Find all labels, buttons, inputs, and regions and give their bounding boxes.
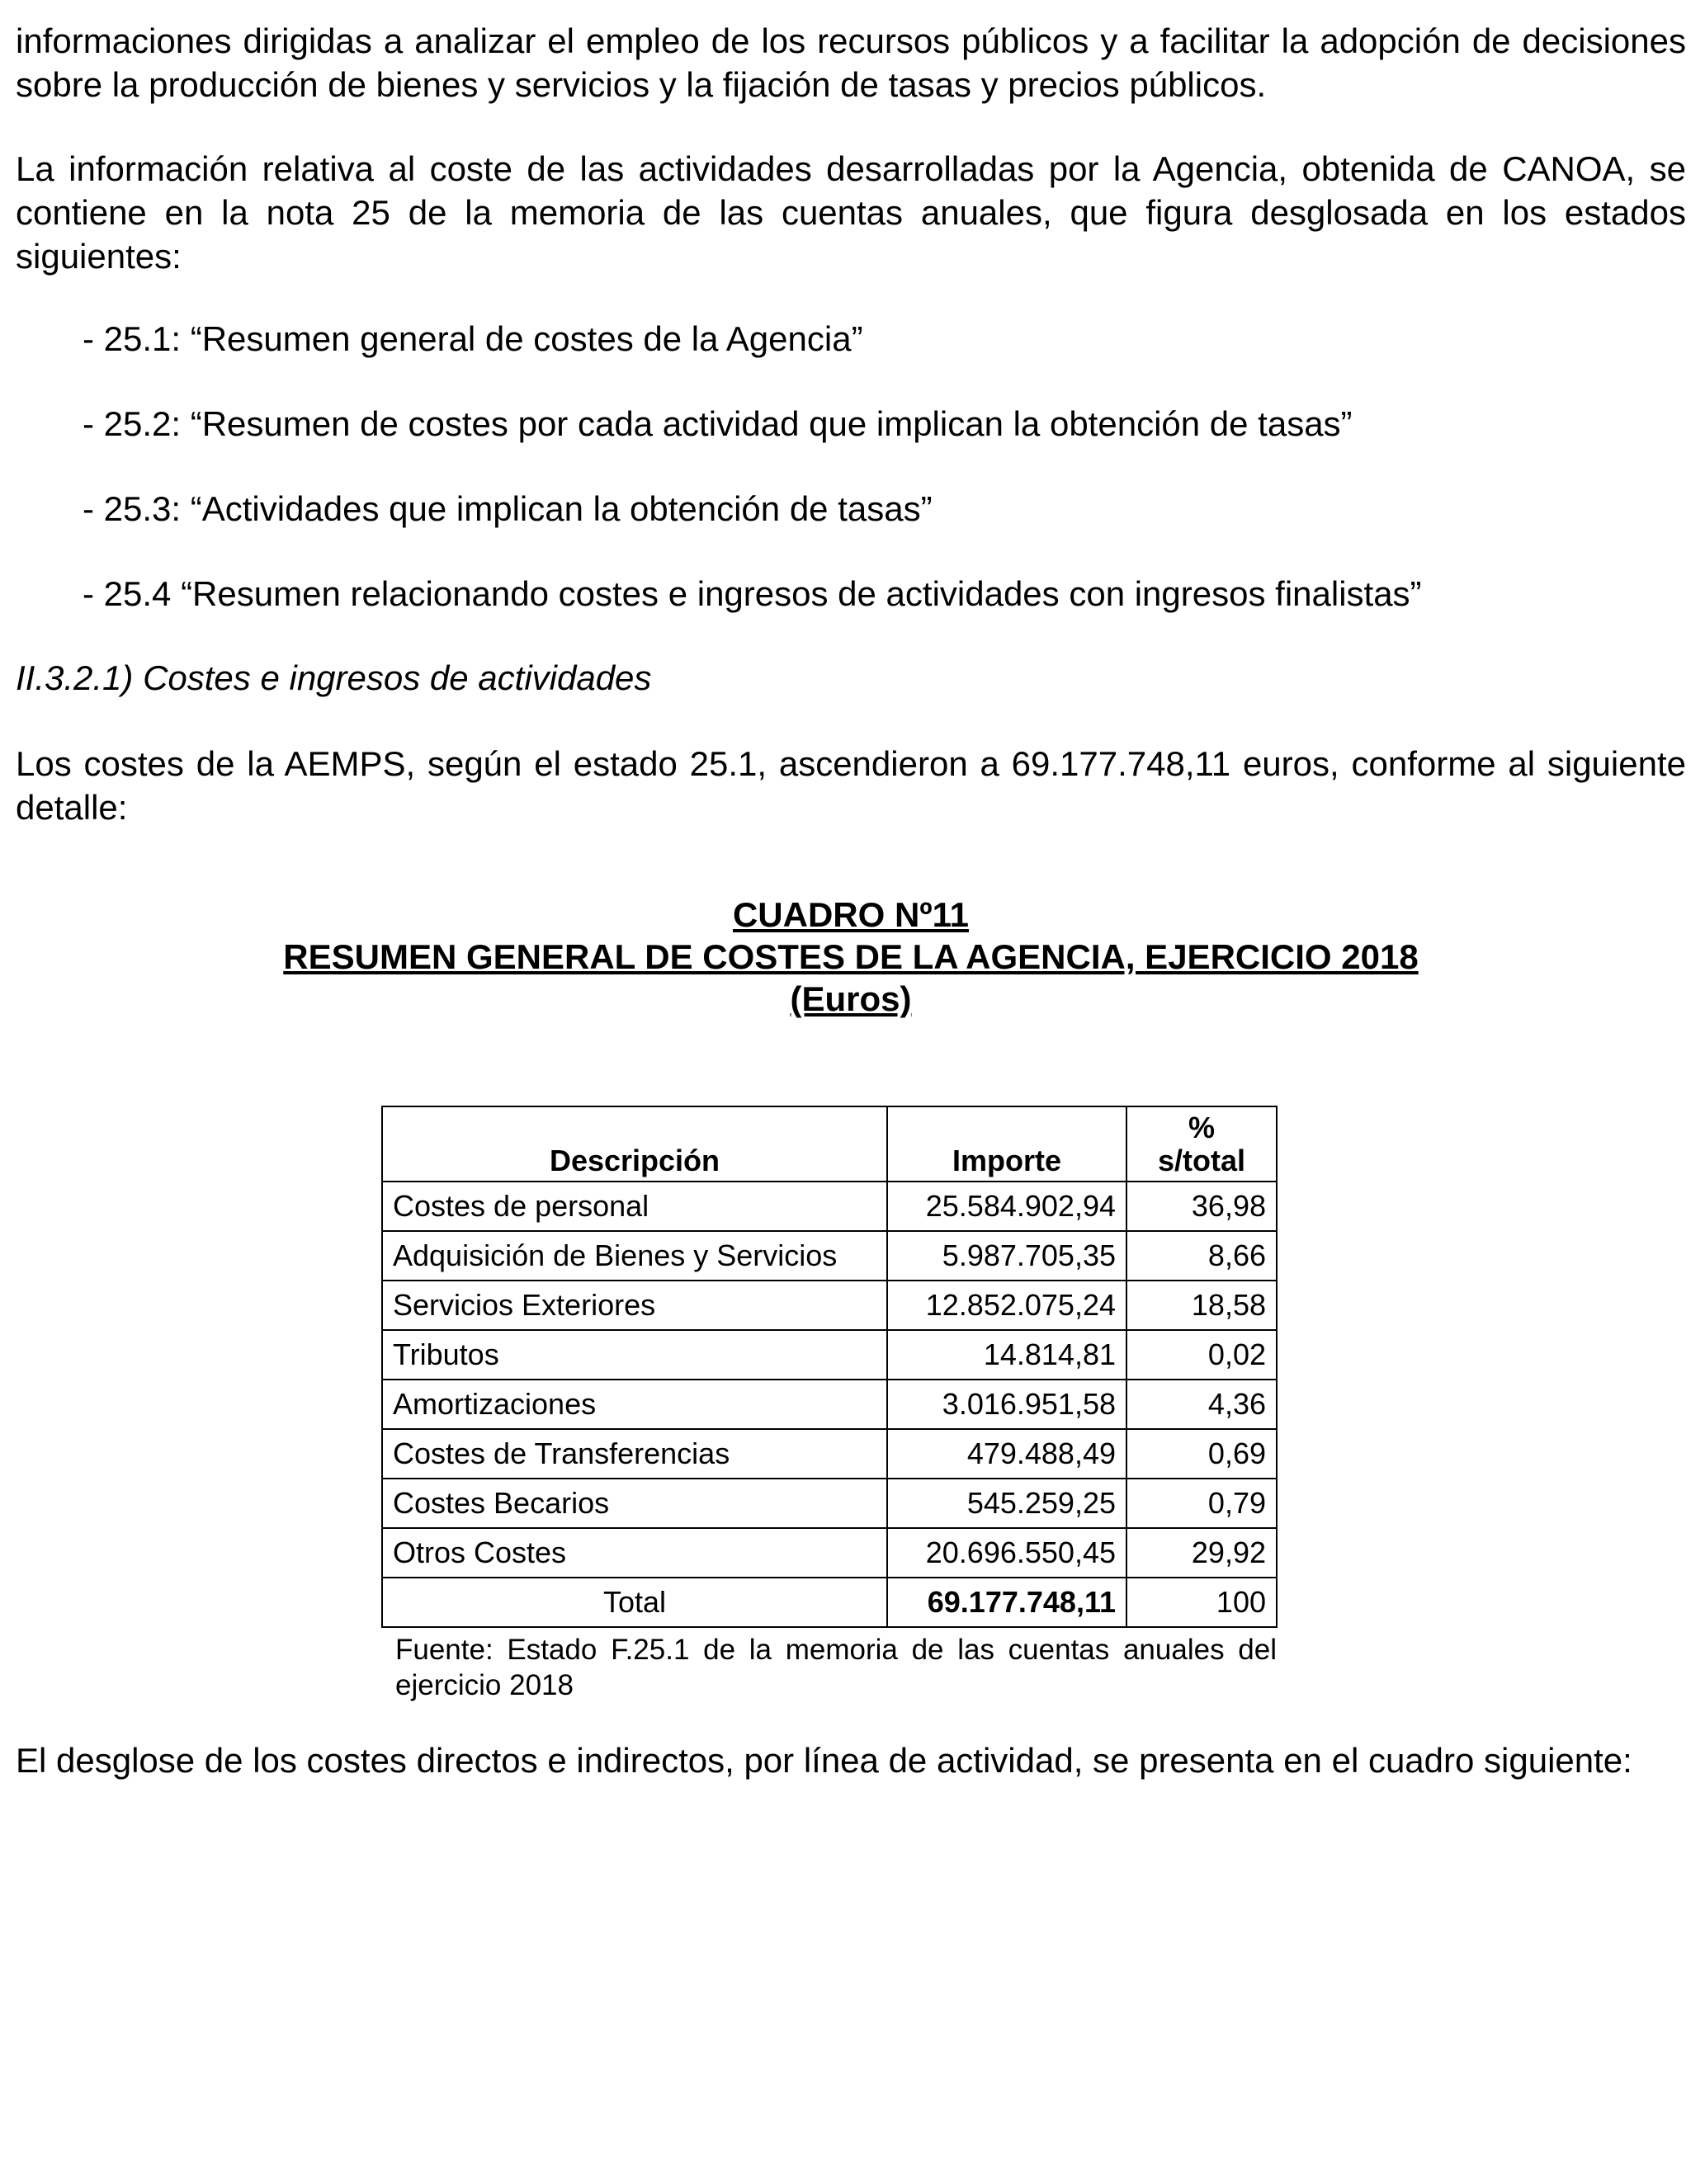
cuadro-title: RESUMEN GENERAL DE COSTES DE LA AGENCIA, EJERCICIO 2018: [283, 937, 1419, 976]
table-source-note: Fuente: Estado F.25.1 de la memoria de las cuentas anuales del ejercicio 2018: [395, 1634, 1277, 1701]
paragraph-desglose: El desglose de los costes directos e indirectos, por línea de actividad, se presenta en el cuadro siguiente:: [16, 1741, 1632, 1780]
table-row: [382, 1479, 1277, 1528]
table-row: [382, 1330, 1277, 1380]
table-row: [382, 1281, 1277, 1330]
table-header-row: [382, 1106, 1277, 1182]
paragraph-costes: Los costes de la AEMPS, según el estado 25.1, ascendieron a 69.177.748,11 euros, conforme al siguiente detalle:: [16, 744, 1686, 827]
cell-descripcion: Tributos: [382, 1330, 887, 1380]
cell-descripcion: Servicios Exteriores: [382, 1281, 887, 1330]
table-total-row: [382, 1578, 1277, 1627]
list-item: - 25.3: “Actividades que implican la obtención de tasas”: [83, 489, 933, 528]
table-row: [382, 1528, 1277, 1578]
table-row: [382, 1231, 1277, 1281]
header-importe: Importe: [887, 1106, 1126, 1182]
cuadro-unit: (Euros): [790, 979, 912, 1018]
cell-importe: 25.584.902,94: [887, 1182, 1126, 1231]
cell-descripcion: Otros Costes: [382, 1528, 887, 1578]
header-pct-line1: %: [1188, 1111, 1215, 1144]
cell-pct: 0,79: [1126, 1479, 1277, 1528]
cell-pct: 36,98: [1126, 1182, 1277, 1231]
header-pct-line2: s/total: [1157, 1144, 1245, 1177]
cell-pct: 0,69: [1126, 1429, 1277, 1479]
cell-importe: 12.852.075,24: [887, 1281, 1126, 1330]
cell-pct: 8,66: [1126, 1231, 1277, 1281]
table-row: [382, 1429, 1277, 1479]
table-row: [382, 1182, 1277, 1231]
cell-importe: 20.696.550,45: [887, 1528, 1126, 1578]
estados-list: [83, 317, 1686, 657]
total-pct: 100: [1126, 1578, 1277, 1627]
cuadro-number: CUADRO Nº11: [732, 895, 970, 934]
cell-importe: 14.814,81: [887, 1330, 1126, 1380]
list-item: - 25.4 “Resumen relacionando costes e ingresos de actividades con ingresos finalistas”: [83, 574, 1422, 613]
cell-importe: 479.488,49: [887, 1429, 1126, 1479]
list-item: - 25.1: “Resumen general de costes de la Agencia”: [83, 319, 863, 358]
table-caption: [16, 894, 1686, 1020]
cell-descripcion: Costes de Transferencias: [382, 1429, 887, 1479]
cell-importe: 3.016.951,58: [887, 1380, 1126, 1429]
cell-pct: 4,36: [1126, 1380, 1277, 1429]
list-item: - 25.2: “Resumen de costes por cada actividad que implican la obtención de tasas”: [83, 404, 1353, 443]
cell-pct: 0,02: [1126, 1330, 1277, 1380]
costs-table: [381, 1106, 1278, 1628]
total-importe: 69.177.748,11: [887, 1578, 1126, 1627]
cell-descripcion: Costes Becarios: [382, 1479, 887, 1528]
table-row: [382, 1380, 1277, 1429]
cell-pct: 18,58: [1126, 1281, 1277, 1330]
cell-descripcion: Costes de personal: [382, 1182, 887, 1231]
paragraph-canoa: La información relativa al coste de las actividades desarrolladas por la Agencia, obtenida de CANOA, se contiene en la nota 25 de la memoria de las cuentas anuales, que figura desglosada en los estados siguientes:: [16, 149, 1686, 276]
cell-descripcion: Adquisición de Bienes y Servicios: [382, 1231, 887, 1281]
section-subheading: II.3.2.1) Costes e ingresos de actividades: [16, 658, 652, 697]
header-descripcion: Descripción: [382, 1106, 887, 1182]
cell-importe: 5.987.705,35: [887, 1231, 1126, 1281]
header-pct: [1126, 1106, 1277, 1182]
cell-importe: 545.259,25: [887, 1479, 1126, 1528]
cell-pct: 29,92: [1126, 1528, 1277, 1578]
paragraph-intro: informaciones dirigidas a analizar el empleo de los recursos públicos y a facilitar la adopción de decisiones sobre la producción de bienes y servicios y la fijación de tasas y precios públicos.: [16, 21, 1686, 104]
total-label: Total: [382, 1578, 887, 1627]
cell-descripcion: Amortizaciones: [382, 1380, 887, 1429]
